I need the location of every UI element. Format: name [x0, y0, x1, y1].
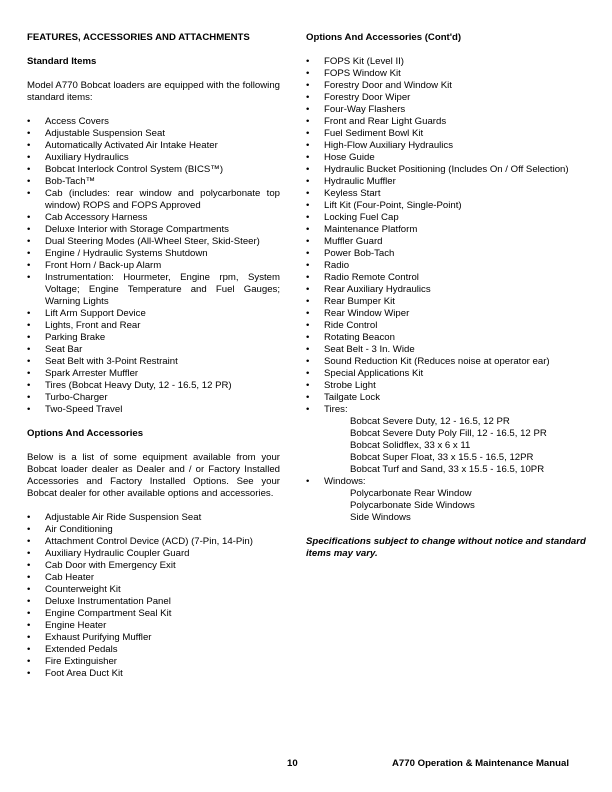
options-cont-title: Options And Accessories (Cont'd) [306, 32, 462, 43]
option-item: • FOPS Kit (Level II) [306, 56, 587, 68]
windows-sublist [324, 488, 587, 524]
standard-item: • Engine / Hydraulic Systems Shutdown [27, 248, 280, 260]
tires-sublist [324, 416, 587, 476]
standard-item: • Parking Brake [27, 332, 280, 344]
standard-item: • Front Horn / Back-up Alarm [27, 260, 280, 272]
option-item: • Fire Extinguisher [27, 656, 280, 668]
standard-items-list [27, 116, 280, 416]
option-item: • Extended Pedals [27, 644, 280, 656]
option-item: • Special Applications Kit [306, 368, 587, 380]
right-column [306, 32, 587, 560]
standard-items-title: Standard Items [27, 56, 97, 67]
option-item: • Keyless Start [306, 188, 587, 200]
option-item: • Rear Auxiliary Hydraulics [306, 284, 587, 296]
option-item-tires [306, 404, 587, 476]
standard-item: • Adjustable Suspension Seat [27, 128, 280, 140]
standard-item: • Turbo-Charger [27, 392, 280, 404]
option-item: • High-Flow Auxiliary Hydraulics [306, 140, 587, 152]
option-item: • Strobe Light [306, 380, 587, 392]
option-item: • Ride Control [306, 320, 587, 332]
window-option: Polycarbonate Side Windows [350, 500, 475, 511]
option-item: • Attachment Control Device (ACD) (7-Pin, 14-Pin) [27, 536, 280, 548]
option-item: • Maintenance Platform [306, 224, 587, 236]
option-item: • Power Bob-Tach [306, 248, 587, 260]
tires-list [306, 404, 587, 524]
option-item: • Counterweight Kit [27, 584, 280, 596]
tire-option: Bobcat Super Float, 33 x 15.5 - 16.5, 12PR [350, 452, 534, 463]
option-item: • Foot Area Duct Kit [27, 668, 280, 680]
windows-label: Windows: [324, 476, 366, 487]
option-item: • Fuel Sediment Bowl Kit [306, 128, 587, 140]
options-list [27, 512, 280, 680]
standard-item: • Tires (Bobcat Heavy Duty, 12 - 16.5, 12 PR) [27, 380, 280, 392]
standard-item: • Seat Belt with 3-Point Restraint [27, 356, 280, 368]
option-item: • Rear Window Wiper [306, 308, 587, 320]
options-intro: Below is a list of some equipment available from your Bobcat loader dealer as Dealer and / or Factory Installed Accessories and Factory Installed Options. See your Bobcat dealer for other available options and accessories. [27, 452, 280, 499]
option-item: • Radio [306, 260, 587, 272]
tire-option: Bobcat Severe Duty, 12 - 16.5, 12 PR [350, 416, 510, 427]
option-item: • Auxiliary Hydraulic Coupler Guard [27, 548, 280, 560]
option-item: • Forestry Door and Window Kit [306, 80, 587, 92]
option-item: • Engine Heater [27, 620, 280, 632]
standard-item: • Auxiliary Hydraulics [27, 152, 280, 164]
option-item: • Front and Rear Light Guards [306, 116, 587, 128]
option-item: • Seat Belt - 3 In. Wide [306, 344, 587, 356]
standard-item: • Lift Arm Support Device [27, 308, 280, 320]
page-number: 10 [287, 758, 298, 769]
option-item: • Sound Reduction Kit (Reduces noise at operator ear) [306, 356, 587, 368]
standard-item: • Seat Bar [27, 344, 280, 356]
window-option: Polycarbonate Rear Window [350, 488, 472, 499]
option-item: • Adjustable Air Ride Suspension Seat [27, 512, 280, 524]
option-item: • Cab Door with Emergency Exit [27, 560, 280, 572]
option-item: • Hydraulic Bucket Positioning (Includes On / Off Selection) [306, 164, 587, 176]
option-item: • Rotating Beacon [306, 332, 587, 344]
option-item: • Cab Heater [27, 572, 280, 584]
option-item: • Four-Way Flashers [306, 104, 587, 116]
option-item: • Exhaust Purifying Muffler [27, 632, 280, 644]
standard-item: • Dual Steering Modes (All-Wheel Steer, Skid-Steer) [27, 236, 280, 248]
standard-item: • Cab Accessory Harness [27, 212, 280, 224]
option-item: • Forestry Door Wiper [306, 92, 587, 104]
standard-item: • Two-Speed Travel [27, 404, 280, 416]
specifications-note: Specifications subject to change without notice and standard items may vary. [306, 536, 586, 559]
option-item: • Radio Remote Control [306, 272, 587, 284]
standard-item: • Lights, Front and Rear [27, 320, 280, 332]
tire-option: Bobcat Solidflex, 33 x 6 x 11 [350, 440, 471, 451]
tire-option: Bobcat Severe Duty Poly Fill, 12 - 16.5, 12 PR [350, 428, 547, 439]
tires-label: Tires: [324, 404, 348, 415]
tire-option: Bobcat Turf and Sand, 33 x 15.5 - 16.5, 10PR [350, 464, 545, 475]
option-item: • Engine Compartment Seal Kit [27, 608, 280, 620]
option-item: • FOPS Window Kit [306, 68, 587, 80]
option-item: • Hose Guide [306, 152, 587, 164]
option-item: • Air Conditioning [27, 524, 280, 536]
standard-item: • Bob-Tach™ [27, 176, 280, 188]
option-item: • Hydraulic Muffler [306, 176, 587, 188]
standard-item: • Cab (includes: rear window and polycarbonate top window) ROPS and FOPS Approved [27, 188, 280, 212]
manual-title: A770 Operation & Maintenance Manual [392, 758, 569, 769]
standard-item: • Deluxe Interior with Storage Compartments [27, 224, 280, 236]
section-title: FEATURES, ACCESSORIES AND ATTACHMENTS [27, 32, 250, 43]
options-cont-list [306, 56, 587, 404]
standard-items-intro: Model A770 Bobcat loaders are equipped with the following standard items: [27, 80, 280, 103]
standard-item: • Instrumentation: Hourmeter, Engine rpm, System Voltage; Engine Temperature and Fuel Gauges; Warning Lights [27, 272, 280, 308]
option-item: • Locking Fuel Cap [306, 212, 587, 224]
standard-item: • Automatically Activated Air Intake Heater [27, 140, 280, 152]
standard-item: • Access Covers [27, 116, 280, 128]
standard-item: • Spark Arrester Muffler [27, 368, 280, 380]
option-item-windows [306, 476, 587, 524]
options-title: Options And Accessories [27, 428, 144, 439]
option-item: • Deluxe Instrumentation Panel [27, 596, 280, 608]
option-item: • Lift Kit (Four-Point, Single-Point) [306, 200, 587, 212]
option-item: • Tailgate Lock [306, 392, 587, 404]
standard-item: • Bobcat Interlock Control System (BICS™) [27, 164, 280, 176]
option-item: • Muffler Guard [306, 236, 587, 248]
option-item: • Rear Bumper Kit [306, 296, 587, 308]
left-column [27, 32, 280, 680]
window-option: Side Windows [350, 512, 411, 523]
